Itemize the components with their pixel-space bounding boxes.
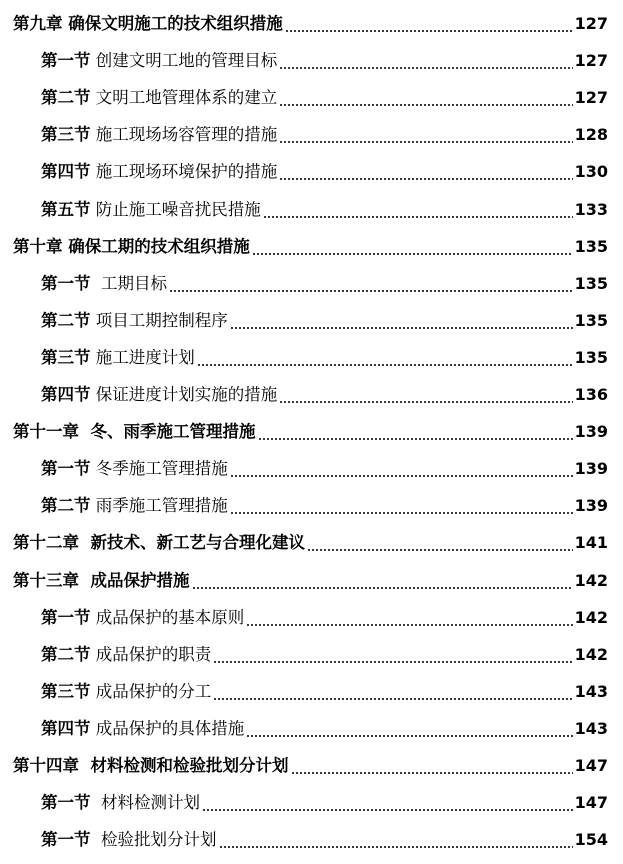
toc-section-entry[interactable]: [0, 783, 623, 813]
toc-entry-number: 第四节: [41, 718, 91, 738]
toc-entry-label: [13, 533, 305, 553]
toc-entry-number: 第二节: [41, 644, 91, 664]
toc-page-number: 135: [574, 273, 608, 293]
toc-page-number: 143: [574, 681, 608, 701]
dot-leader: [263, 200, 573, 220]
toc-entry-title: 项目工期控制程序: [95, 310, 228, 330]
toc-page-number: 133: [574, 199, 608, 219]
toc-page-number: 139: [574, 459, 608, 479]
toc-entry-number: 第四节: [41, 162, 91, 182]
dot-leader: [279, 51, 572, 71]
dot-leader: [258, 422, 573, 442]
dot-leader: [285, 14, 573, 34]
toc-section-entry[interactable]: [0, 152, 623, 182]
toc-entry-title: 成品保护措施: [84, 570, 190, 590]
toc-section-entry[interactable]: [0, 301, 623, 331]
toc-page-number: 136: [574, 385, 608, 404]
dot-leader: [192, 571, 573, 591]
toc-section-entry[interactable]: [0, 78, 623, 108]
toc-section-entry[interactable]: [0, 115, 623, 145]
toc-page-number: 135: [574, 236, 608, 256]
toc-entry-number: 第十章: [13, 236, 63, 256]
dot-leader: [279, 162, 572, 182]
dot-leader: [197, 348, 573, 368]
toc-section-entry[interactable]: [0, 338, 623, 368]
toc-entry-number: 第一节: [41, 51, 91, 71]
toc-entry-label: [41, 274, 167, 294]
toc-entry-label: [41, 459, 228, 479]
toc-entry-title: 施工进度计划: [95, 347, 195, 367]
dot-leader: [279, 385, 572, 405]
toc-entry-title: 工期目标: [95, 273, 167, 293]
toc-section-entry[interactable]: [0, 672, 623, 702]
toc-entry-title: 雨季施工管理措施: [95, 496, 228, 516]
toc-entry-number: 第三节: [41, 681, 91, 701]
toc-chapter-entry[interactable]: [0, 561, 623, 591]
toc-entry-title: 确保工期的技术组织措施: [68, 236, 250, 256]
toc-entry-title: 冬季施工管理措施: [95, 459, 228, 479]
toc-entry-title: 新技术、新工艺与合理化建议: [84, 533, 305, 553]
toc-page-number: 147: [574, 793, 608, 813]
toc-entry-number: 第二节: [41, 496, 91, 516]
toc-entry-title: 冬、雨季施工管理措施: [84, 422, 256, 442]
toc-entry-label: [41, 125, 277, 145]
toc-entry-label: [13, 756, 289, 776]
toc-entry-number: 第十二章: [13, 533, 79, 553]
dot-leader: [230, 311, 573, 331]
toc-entry-number: 第一节: [41, 830, 91, 850]
toc-entry-number: 第三节: [41, 125, 91, 145]
toc-entry-number: 第一节: [41, 273, 91, 293]
toc-section-entry[interactable]: [0, 375, 623, 405]
toc-page-number: 128: [574, 125, 608, 145]
toc-entry-title: 成品保护的具体措施: [95, 718, 245, 738]
dot-leader: [246, 719, 572, 739]
toc-page-number: 135: [574, 310, 608, 330]
toc-page-number: 142: [574, 644, 608, 664]
dot-leader: [252, 237, 573, 257]
toc-page-number: 139: [574, 496, 608, 516]
toc-page-number: 142: [574, 607, 608, 627]
toc-chapter-entry[interactable]: [0, 4, 623, 34]
toc-entry-number: 第三节: [41, 347, 91, 367]
toc-entry-number: 第五节: [41, 199, 91, 219]
toc-entry-number: 第一节: [41, 793, 91, 813]
toc-entry-label: [13, 237, 250, 257]
toc-entry-label: [41, 719, 244, 739]
toc-entry-title: 成品保护的基本原则: [95, 607, 245, 627]
dot-leader: [246, 608, 572, 628]
toc-entry-label: [41, 348, 195, 368]
toc-page-number: 130: [574, 162, 608, 182]
toc-entry-label: [13, 571, 190, 591]
toc-entry-number: 第二节: [41, 310, 91, 330]
toc-entry-title: 文明工地管理体系的建立: [95, 88, 278, 108]
toc-section-entry[interactable]: [0, 264, 623, 294]
toc-entry-number: 第十三章: [13, 570, 79, 590]
toc-entry-title: 防止施工噪音扰民措施: [95, 199, 261, 219]
toc-chapter-entry[interactable]: [0, 746, 623, 776]
toc-page-number: 147: [574, 756, 608, 775]
toc-entry-label: [41, 608, 244, 628]
toc-chapter-entry[interactable]: [0, 227, 623, 257]
dot-leader: [213, 682, 572, 702]
toc-page-number: 154: [574, 830, 608, 850]
toc-entry-label: [41, 162, 277, 182]
toc-page-number: 135: [574, 347, 608, 367]
toc-entry-title: 创建文明工地的管理目标: [95, 51, 278, 71]
toc-entry-label: [41, 88, 277, 108]
dot-leader: [202, 793, 573, 813]
toc-entry-label: [41, 385, 277, 405]
toc-entry-number: 第十一章: [13, 422, 79, 442]
toc-entry-label: [41, 51, 277, 71]
dot-leader: [230, 459, 573, 479]
toc-entry-label: [13, 422, 256, 442]
toc-entry-label: [41, 311, 228, 331]
dot-leader: [230, 496, 573, 516]
dot-leader: [219, 830, 573, 850]
toc-entry-title: 确保文明施工的技术组织措施: [68, 14, 283, 33]
toc-section-entry[interactable]: [0, 635, 623, 665]
toc-chapter-entry[interactable]: [0, 412, 623, 442]
toc-chapter-entry[interactable]: [0, 523, 623, 553]
toc-entry-title: 材料检测和检验批划分计划: [84, 756, 289, 775]
toc-entry-number: 第一节: [41, 607, 91, 627]
toc-section-entry[interactable]: [0, 820, 623, 850]
toc-entry-title: 成品保护的分工: [95, 681, 212, 701]
toc-entry-number: 第四节: [41, 385, 91, 404]
dot-leader: [213, 645, 572, 665]
toc-section-entry[interactable]: [0, 486, 623, 516]
toc-entry-title: 检验批划分计划: [95, 830, 217, 850]
dot-leader: [307, 533, 573, 553]
toc-entry-label: [41, 496, 228, 516]
toc-section-entry[interactable]: [0, 190, 623, 220]
toc-entry-title: 施工现场场容管理的措施: [95, 125, 278, 145]
toc-entry-number: 第一节: [41, 459, 91, 479]
dot-leader: [279, 88, 572, 108]
toc-entry-title: 保证进度计划实施的措施: [95, 385, 278, 404]
toc-entry-title: 施工现场环境保护的措施: [95, 162, 278, 182]
toc-page-number: 139: [574, 422, 608, 442]
toc-page-number: 127: [574, 51, 608, 71]
toc-entry-label: [41, 682, 211, 702]
toc-entry-number: 第二节: [41, 88, 91, 108]
toc-entry-label: [41, 645, 211, 665]
toc-entry-label: [41, 830, 217, 850]
toc-page-number: 143: [574, 718, 608, 738]
toc-page-number: 142: [574, 570, 608, 590]
toc-entry-label: [41, 200, 261, 220]
toc-entry-title: 成品保护的职责: [95, 644, 212, 664]
toc-section-entry[interactable]: [0, 41, 623, 71]
dot-leader: [291, 756, 573, 776]
dot-leader: [169, 274, 573, 294]
toc-page-number: 127: [574, 88, 608, 108]
toc-page-number: 141: [574, 533, 608, 553]
toc-page-number: 127: [574, 14, 608, 33]
dot-leader: [279, 125, 572, 145]
toc-section-entry[interactable]: [0, 598, 623, 628]
toc-entry-number: 第十四章: [13, 756, 79, 775]
toc-entry-number: 第九章: [13, 14, 63, 33]
toc-entry-title: 材料检测计划: [95, 793, 200, 813]
toc-section-entry[interactable]: [0, 449, 623, 479]
toc-entry-label: [13, 14, 283, 34]
toc-entry-label: [41, 793, 200, 813]
toc-section-entry[interactable]: [0, 709, 623, 739]
